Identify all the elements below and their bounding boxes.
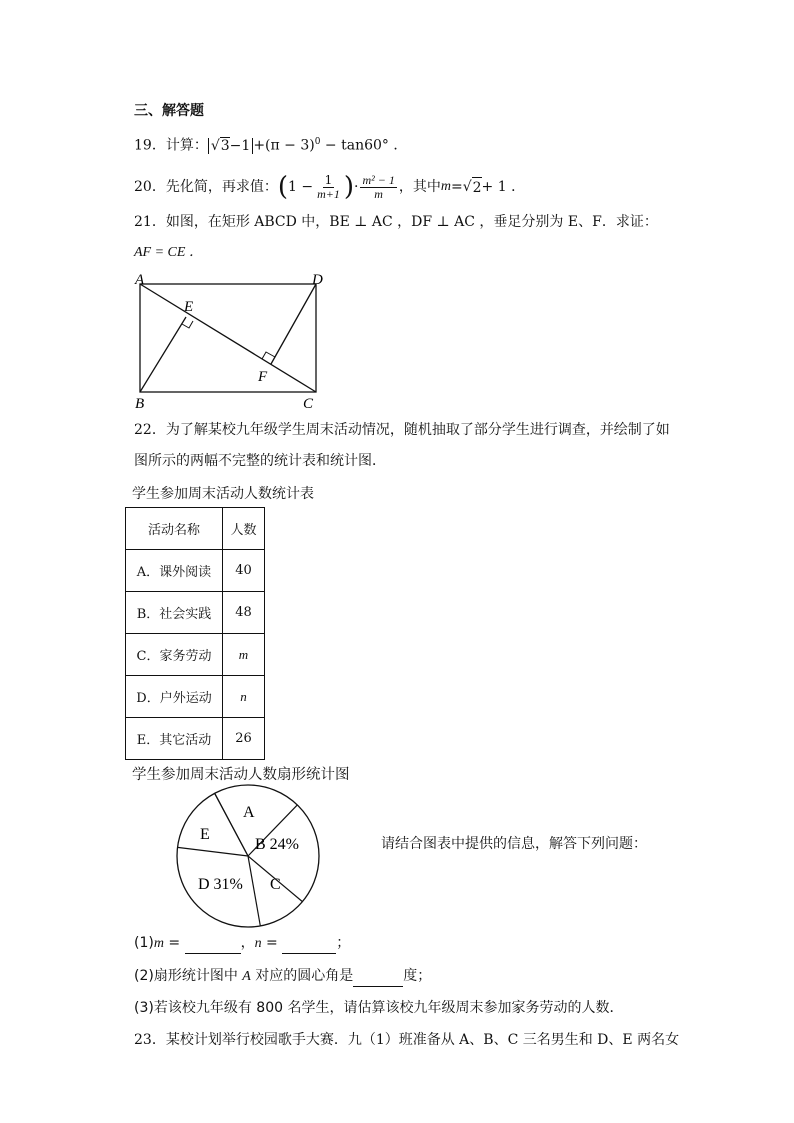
q20-f2-num: m² − 1 bbox=[362, 172, 395, 187]
table-header-row bbox=[126, 508, 265, 550]
q19-plus: + bbox=[253, 137, 266, 154]
table-row bbox=[126, 676, 265, 718]
pie-slice-boundary bbox=[178, 847, 248, 856]
sub1-eq2: = bbox=[261, 935, 283, 951]
q20-f1-num: 1 bbox=[324, 172, 333, 187]
row-activity: E．其它活动 bbox=[126, 718, 223, 760]
sub1-prefix: (1) bbox=[134, 935, 154, 951]
sub-question-3: (3)若该校九年级有 800 名学生，请估算该校九年级周末参加家务劳动的人数． bbox=[134, 1000, 624, 1016]
q19-paren-close: ) bbox=[309, 137, 315, 154]
question-19 bbox=[134, 132, 407, 156]
question-23-line1: 23．某校计划举行校园歌手大赛．九（1）班准备从 A、B、C 三名男生和 D、E 两名女 bbox=[134, 1032, 680, 1048]
sub1-end: ； bbox=[336, 935, 351, 951]
sub2-pre: (2)扇形统计图中 bbox=[134, 968, 243, 984]
row-count: n bbox=[223, 676, 265, 718]
header-count: 人数 bbox=[223, 508, 265, 550]
q19-exp: 0 bbox=[314, 137, 321, 147]
right-angle-f bbox=[262, 352, 275, 359]
q19-minus1: −1 bbox=[229, 137, 251, 154]
q20-fraction-1 bbox=[315, 174, 342, 201]
diagonal-ac bbox=[140, 284, 316, 392]
q20-plus1: + 1 ． bbox=[481, 179, 526, 195]
table-row bbox=[126, 718, 265, 760]
row-activity: C．家务劳动 bbox=[126, 634, 223, 676]
pie-label-a: A bbox=[243, 804, 255, 821]
question-22-line1: 22．为了解某校九年级学生周末活动情况，随机抽取了部分学生进行调查，并绘制了如 bbox=[134, 422, 670, 438]
q20-one-minus: 1 − bbox=[287, 179, 314, 195]
pie-label-b: B 24% bbox=[255, 836, 299, 853]
pie-slice-boundary bbox=[215, 793, 248, 856]
sub1-comma: ， bbox=[240, 935, 255, 951]
question-21-line1: 21．如图，在矩形 ABCD 中，BE ⊥ AC ，DF ⊥ AC ，垂足分别为 E、F．求证： bbox=[134, 214, 658, 230]
stat-table bbox=[125, 507, 265, 760]
question-21-line2: AF = CE ． bbox=[134, 245, 203, 260]
segment-be bbox=[140, 317, 186, 392]
label-d: D bbox=[312, 272, 323, 288]
sub1-m: m bbox=[153, 936, 164, 951]
pie-slice-boundary bbox=[248, 856, 260, 926]
sub2-a: A bbox=[242, 969, 251, 984]
table-row bbox=[126, 592, 265, 634]
table-row bbox=[126, 634, 265, 676]
sub2-mid: 对应的圆心角是 bbox=[250, 968, 354, 984]
answer-blank-m[interactable] bbox=[185, 939, 241, 954]
q19-label: 19．计算： bbox=[134, 137, 208, 154]
pie-prompt: 请结合图表中提供的信息，解答下列问题： bbox=[381, 836, 647, 852]
row-count: m bbox=[223, 634, 265, 676]
row-activity: D．户外运动 bbox=[126, 676, 223, 718]
question-22-line2: 图所示的两幅不完整的统计表和统计图． bbox=[134, 453, 386, 469]
pie-chart bbox=[170, 779, 330, 939]
table-title: 学生参加周末活动人数统计表 bbox=[132, 486, 314, 502]
q20-dot: · bbox=[354, 179, 359, 195]
table-row bbox=[126, 550, 265, 592]
sub1-n: n bbox=[254, 936, 262, 951]
q20-sqrt2: 2 bbox=[472, 177, 482, 198]
header-activity: 活动名称 bbox=[126, 508, 223, 550]
q20-label: 20．先化简，再求值： bbox=[134, 179, 278, 195]
pie-label-d: D 31% bbox=[198, 876, 243, 893]
q20-where: ，其中 bbox=[398, 179, 441, 195]
q20-f2-den: m bbox=[374, 186, 383, 201]
q19-abs: √3−1 bbox=[208, 138, 253, 154]
label-f: F bbox=[258, 369, 268, 385]
answer-blank-n[interactable] bbox=[282, 939, 336, 954]
row-activity: B．社会实践 bbox=[126, 592, 223, 634]
pie-title: 学生参加周末活动人数扇形统计图 bbox=[132, 767, 350, 783]
pie-label-c: C bbox=[270, 876, 281, 893]
segment-df bbox=[271, 284, 316, 364]
row-activity: A．课外阅读 bbox=[126, 550, 223, 592]
pie-label-e: E bbox=[200, 826, 210, 843]
label-a: A bbox=[135, 272, 145, 288]
sub2-end: 度； bbox=[403, 968, 432, 984]
q20-paren-open: ( bbox=[277, 172, 288, 202]
row-count: 48 bbox=[223, 592, 265, 634]
row-count: 26 bbox=[223, 718, 265, 760]
row-count: 40 bbox=[223, 550, 265, 592]
rectangle-figure bbox=[130, 270, 330, 410]
section-title: 三、解答题 bbox=[134, 103, 204, 119]
q20-m: m bbox=[440, 179, 451, 194]
q20-eq: = bbox=[450, 179, 463, 195]
q19-pi: π − 3 bbox=[270, 137, 310, 154]
label-b: B bbox=[135, 396, 145, 412]
label-c: C bbox=[303, 396, 314, 412]
sub1-eq1: = bbox=[163, 935, 185, 951]
q20-paren-close: ) bbox=[343, 172, 354, 202]
q20-fraction-2 bbox=[360, 174, 396, 201]
question-20: 20．先化简，再求值： ( 1 − $\frac{1}{m+1}$ ) · $\frac{\text{m² − 1}}{m}$ ，其中 m = √ 2 + 1 ． bbox=[134, 172, 526, 202]
answer-blank-angle[interactable] bbox=[353, 972, 403, 987]
sub-question-1 bbox=[134, 933, 350, 954]
label-e: E bbox=[184, 299, 194, 315]
q19-rest: − tan60° ． bbox=[320, 137, 408, 154]
q20-f1-den: m+1 bbox=[317, 186, 340, 201]
q19-sqrt: 3 bbox=[220, 137, 230, 154]
sub-question-2 bbox=[134, 966, 431, 987]
q19-paren-open: ( bbox=[265, 137, 271, 154]
